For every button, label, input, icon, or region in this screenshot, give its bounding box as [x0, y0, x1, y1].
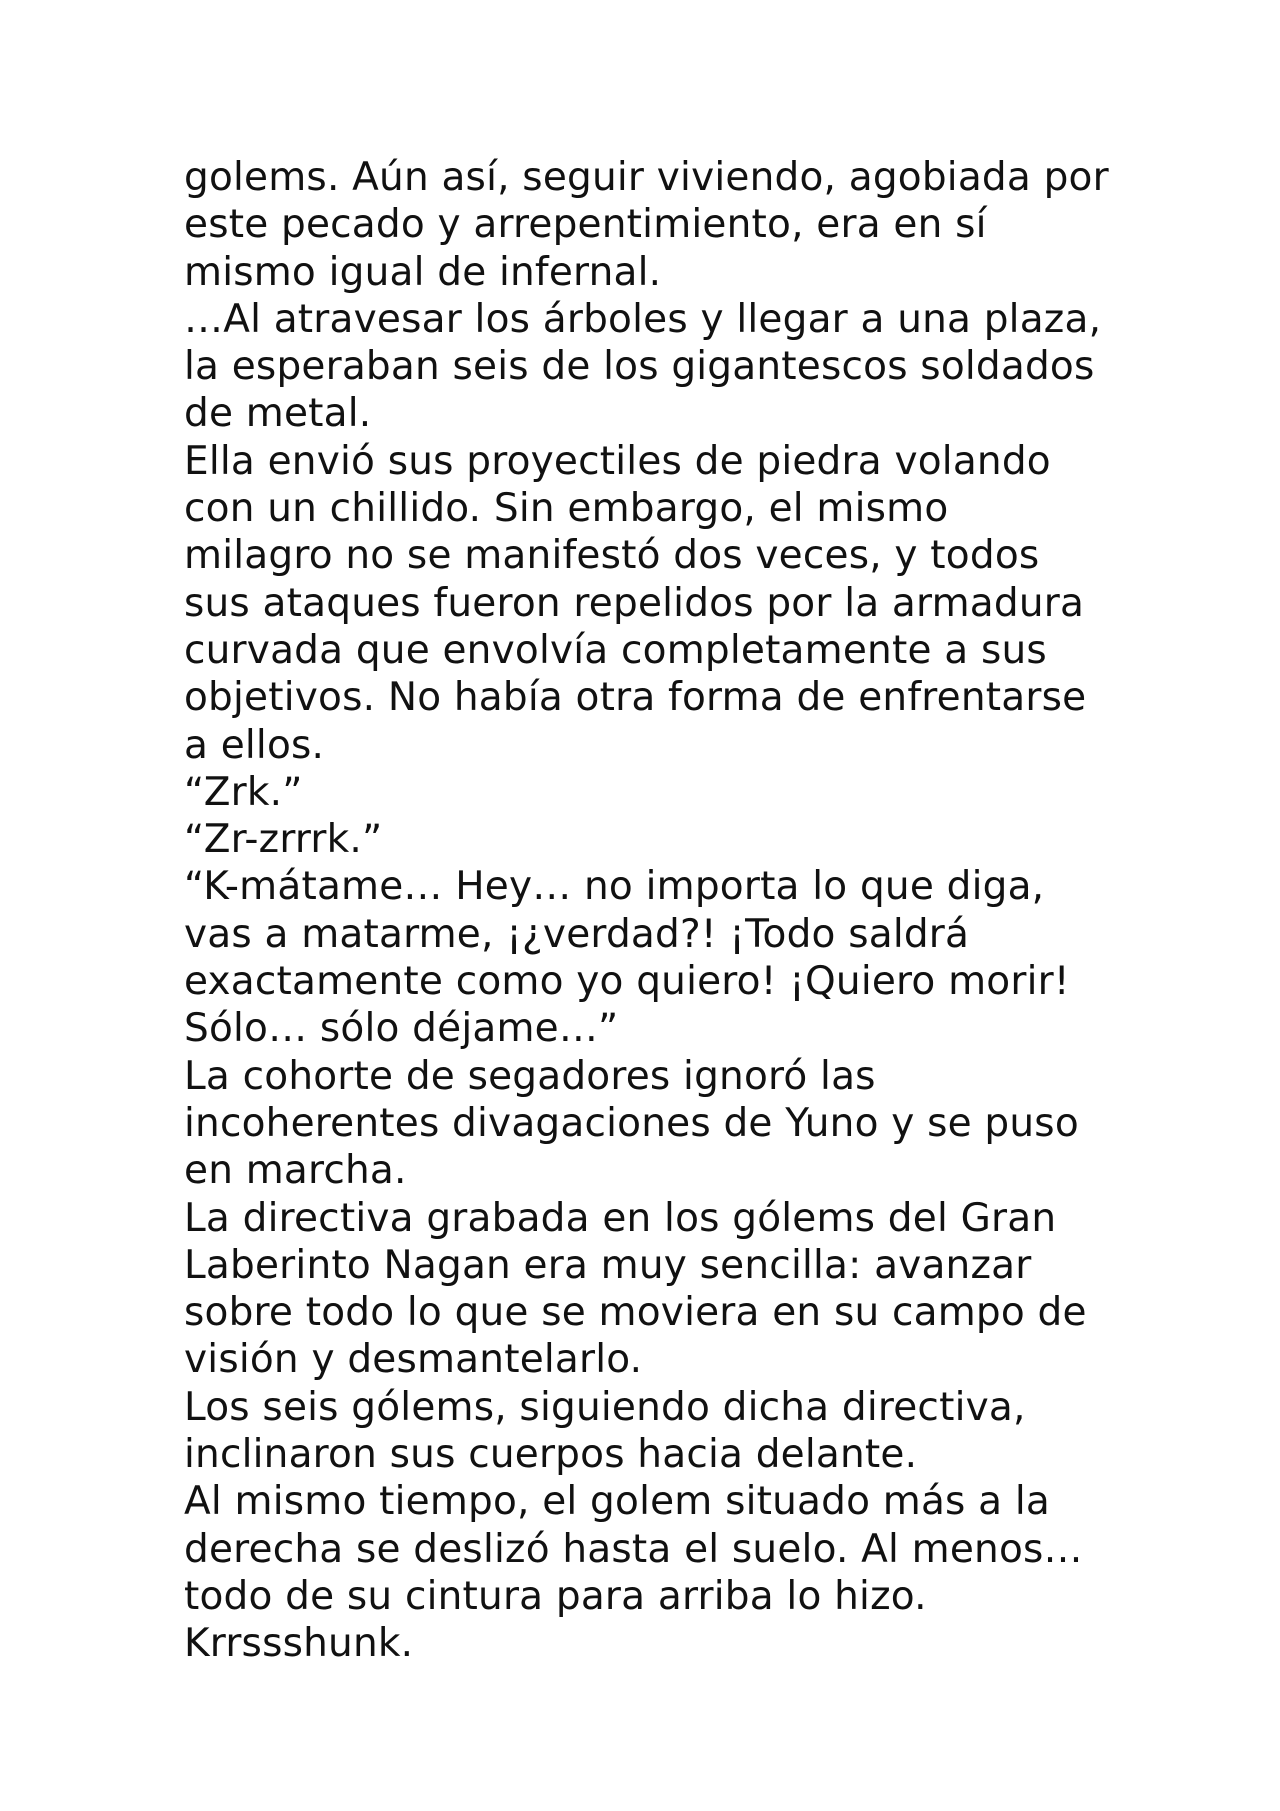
text-line: sus ataques fueron repelidos por la armadura [184, 580, 1085, 626]
text-line: Laberinto Nagan era muy sencilla: avanzar [184, 1242, 1032, 1288]
text-line: Krrssshunk. [184, 1621, 414, 1667]
text-line: en marcha. [184, 1148, 407, 1194]
text-line: a ellos. [184, 722, 325, 768]
text-line: Sólo… sólo déjame…” [184, 1006, 619, 1052]
text-line: inclinaron sus cuerpos hacia delante. [184, 1432, 918, 1478]
text-line: incoherentes divagaciones de Yuno y se puso [184, 1100, 1079, 1146]
text-line: Ella envió sus proyectiles de piedra volando [184, 438, 1051, 484]
text-line: curvada que envolvía completamente a sus [184, 627, 1047, 673]
text-line: este pecado y arrepentimiento, era en sí [184, 202, 987, 248]
text-line: milagro no se manifestó dos veces, y todos [184, 533, 1040, 579]
text-line: exactamente como yo quiero! ¡Quiero morir! [184, 959, 1070, 1005]
text-line: “K-mátame… Hey… no importa lo que diga, [184, 864, 1045, 910]
text-line: La directiva grabada en los gólems del Gran [184, 1195, 1057, 1241]
text-line: visión y desmantelarlo. [184, 1337, 643, 1383]
text-line: objetivos. No había otra forma de enfrentarse [184, 675, 1087, 721]
text-line: …Al atravesar los árboles y llegar a una plaza, [184, 296, 1102, 342]
text-line: derecha se deslizó hasta el suelo. Al menos… [184, 1526, 1083, 1572]
document-page [184, 154, 1144, 1668]
text-line: La cohorte de segadores ignoró las [184, 1053, 876, 1099]
text-line: con un chillido. Sin embargo, el mismo [184, 486, 949, 532]
text-line: la esperaban seis de los gigantescos soldados [184, 344, 1095, 390]
text-line: “Zr-zrrrk.” [184, 817, 383, 863]
text-line: mismo igual de infernal. [184, 249, 662, 295]
text-line: sobre todo lo que se moviera en su campo de [184, 1290, 1087, 1336]
text-line: “Zrk.” [184, 769, 303, 815]
text-line: golems. Aún así, seguir viviendo, agobiada por [184, 155, 1109, 200]
text-line: Los seis gólems, siguiendo dicha directiva, [184, 1384, 1026, 1430]
text-line: de metal. [184, 391, 372, 437]
text-line: vas a matarme, ¡¿verdad?! ¡Todo saldrá [184, 911, 970, 957]
text-line: Al mismo tiempo, el golem situado más a la [184, 1479, 1050, 1525]
text-line: todo de su cintura para arriba lo hizo. [184, 1573, 927, 1619]
